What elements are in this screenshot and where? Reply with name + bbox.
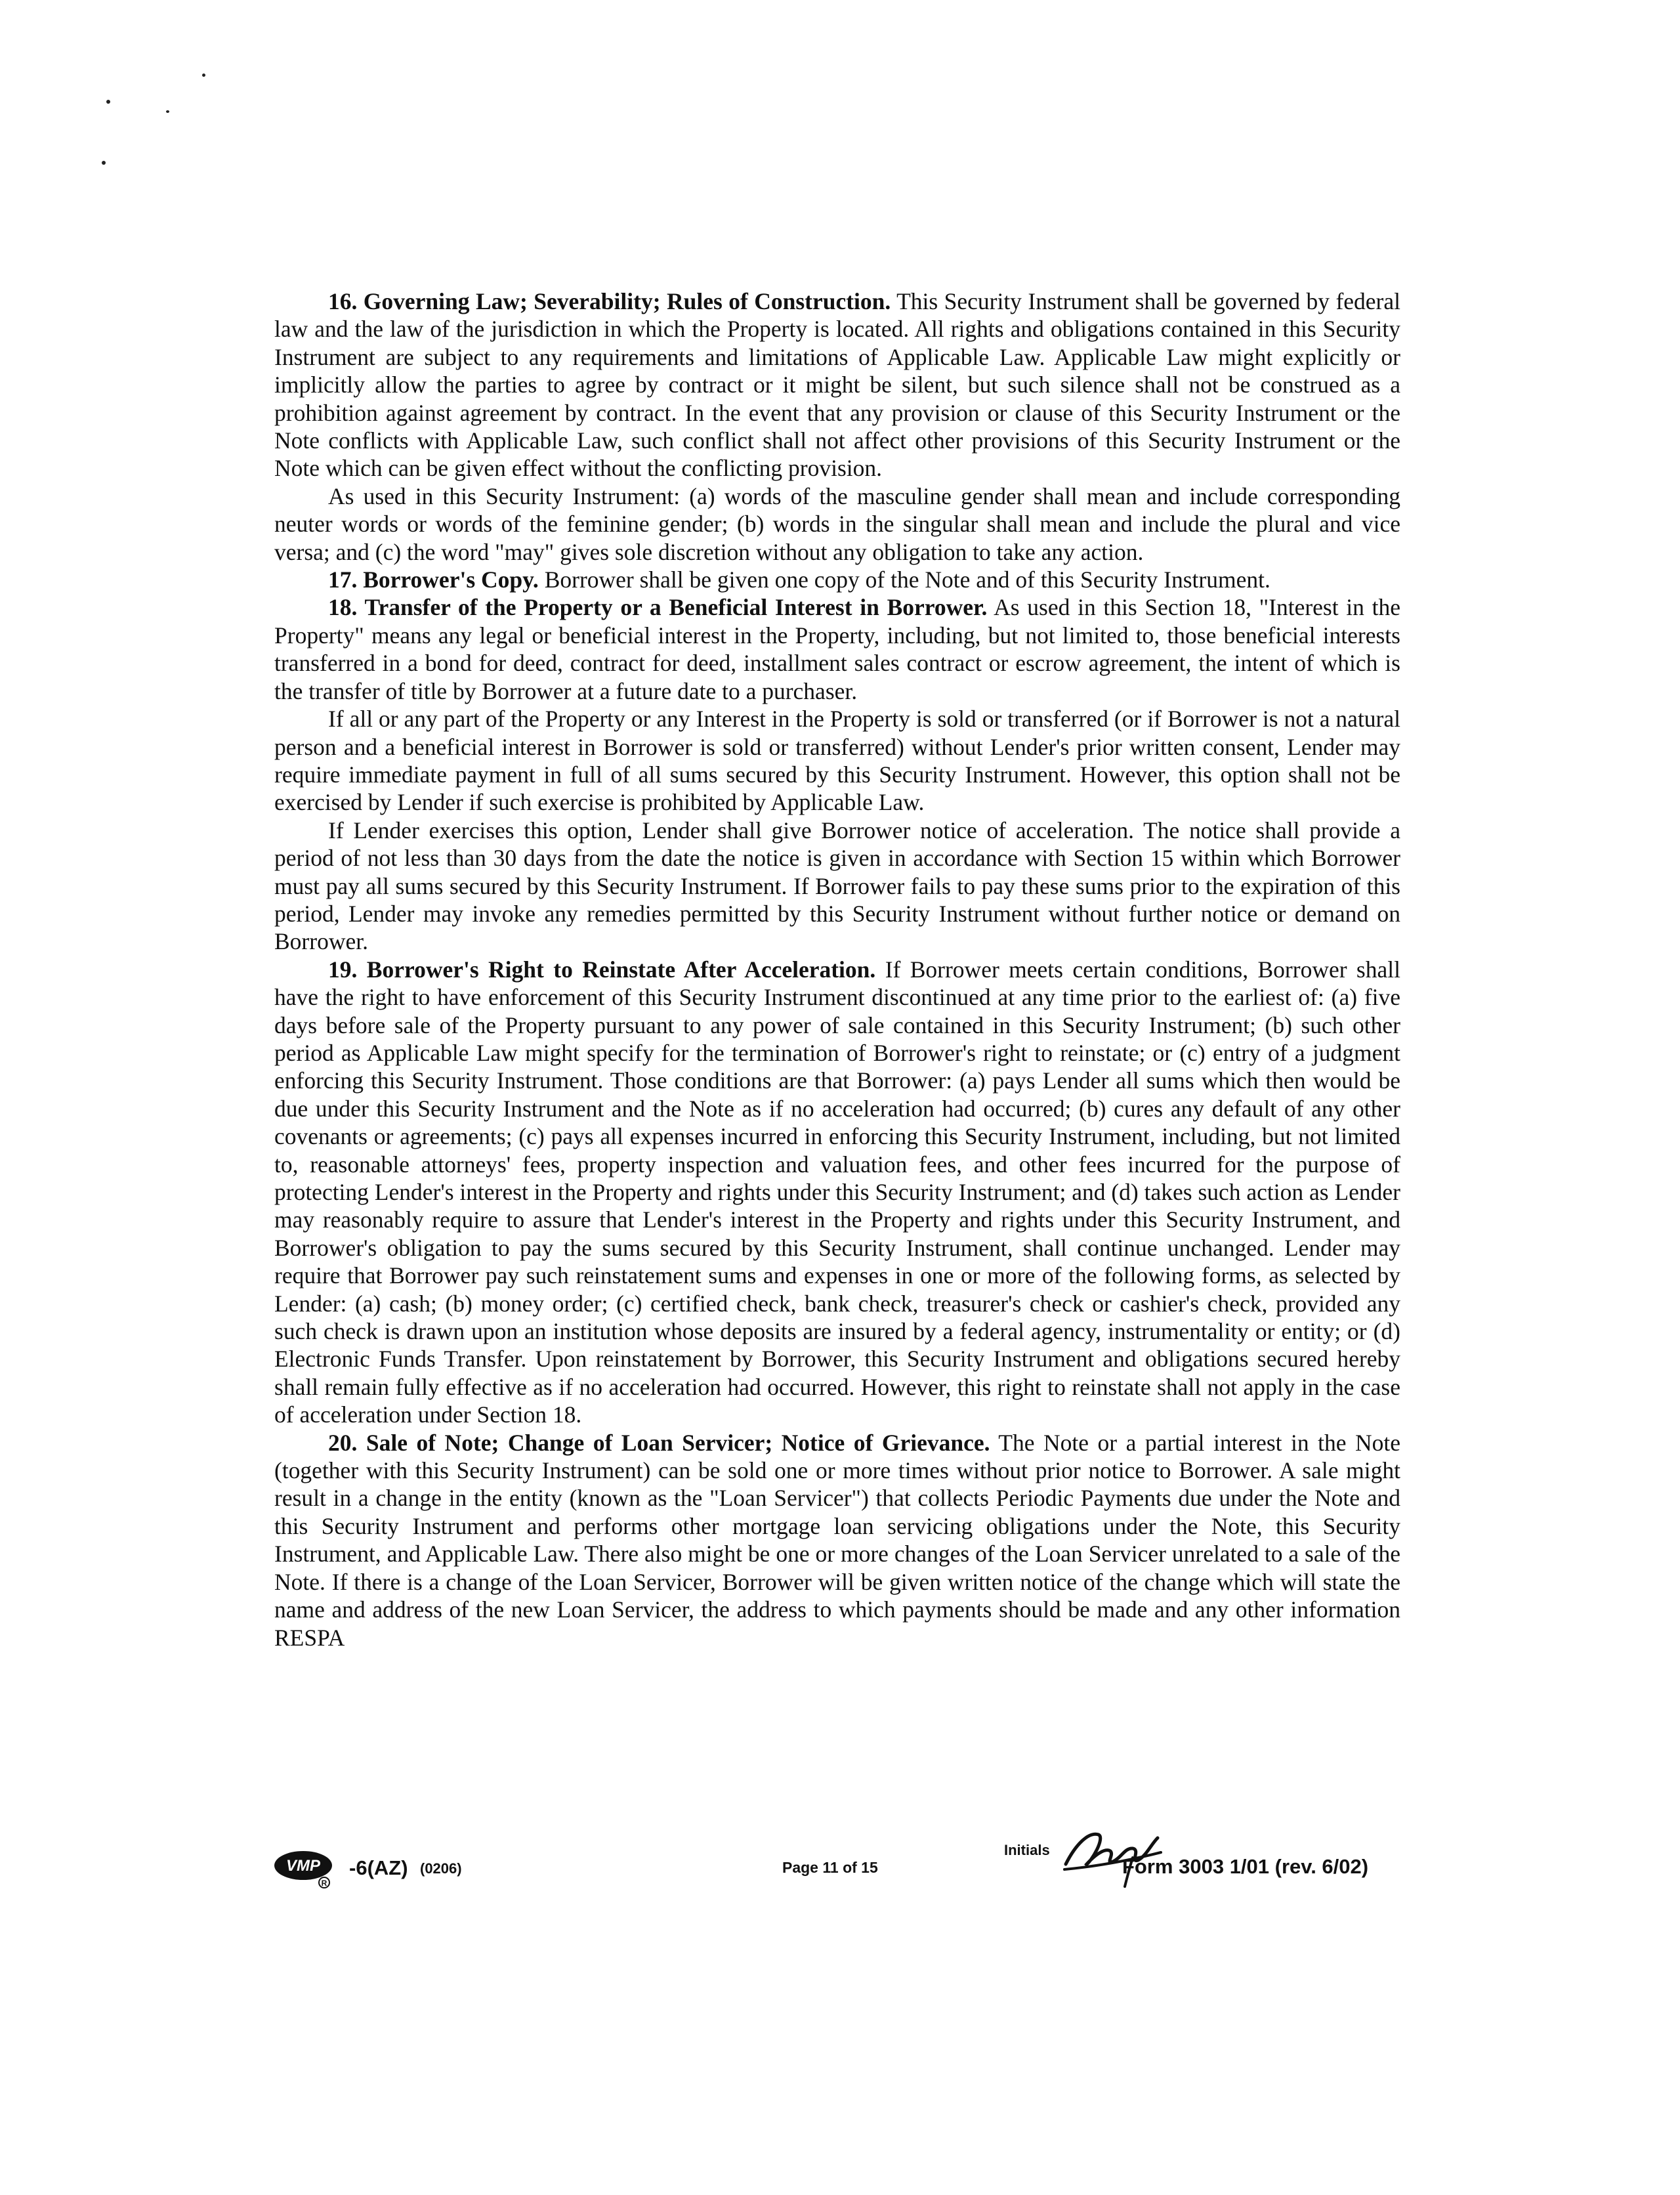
section-text: If Lender exercises this option, Lender shall give Borrower notice of acceleration. The notice shall provide a period of not less than 30 days from the date the notice is given in accordance with Section 15 within which Borrower must pay all sums secured by this Security Instrument. If Borrower fails to pay these sums prior to the expiration of this period, Lender may invoke any remedies permitted by this Security Instrument without further notice or demand on Borrower. [274,817,1400,955]
scan-speck [166,110,169,113]
section-heading: 20. Sale of Note; Change of Loan Servicer; Notice of Grievance. [328,1429,990,1456]
document-body [274,288,1400,1652]
section-text: If all or any part of the Property or any Interest in the Property is sold or transferred (or if Borrower is not a natural person and a beneficial interest in Borrower is sold or transferred) without Lender's prior written consent, Lender may require immediate payment in full of all sums secured by this Security Instrument. However, this option shall not be exercised by Lender if such exercise is prohibited by Applicable Law. [274,706,1400,816]
section-heading: 18. Transfer of the Property or a Beneficial Interest in Borrower. [328,594,988,621]
section-heading: 19. Borrower's Right to Reinstate After Acceleration. [328,956,876,983]
section-text: If Borrower meets certain conditions, Borrower shall have the right to have enforcement of this Security Instrument discontinued at any time prior to the earliest of: (a) five days before sale of the Property pursuant to any power of sale contained in this Security Instrument; (b) such other period as Applicable Law might specify for the termination of Borrower's right to reinstate; or (c) entry of a judgment enforcing this Security Instrument. Those conditions are that Borrower: (a) pays Lender all sums which then would be due under this Security Instrument and the Note as if no acceleration had occurred; (b) cures any default of any other covenants or agreements; (c) pays all expenses incurred in enforcing this Security Instrument, including, but not limited to, reasonable attorneys' fees, property inspection and valuation fees, and other fees incurred for the purpose of protecting Lender's interest in the Property and rights under this Security Instrument; and (d) takes such action as Lender may reasonably require to assure that Lender's interest in the Property and rights under this Security Instrument, and Borrower's obligation to pay the sums secured by this Security Instrument, shall continue unchanged. Lender may require that Borrower pay such reinstatement sums and expenses in one or more of the following forms, as selected by Lender: (a) cash; (b) money order; (c) certified check, bank check, treasurer's check or cashier's check, provided any such check is drawn upon an institution whose deposits are insured by a federal agency, instrumentality or entity; or (d) Electronic Funds Transfer. Upon reinstatement by Borrower, this Security Instrument and obligations secured hereby shall remain fully effective as if no acceleration had occurred. However, this right to reinstate shall not apply in the case of acceleration under Section 18. [274,956,1400,1428]
section-16-paragraph-2 [274,482,1400,566]
section-19 [274,956,1400,1429]
section-17 [274,566,1400,593]
section-18 [274,593,1400,705]
initials-label: Initials [1004,1842,1050,1858]
section-text: Borrower shall be given one copy of the Note and of this Security Instrument. [538,566,1270,593]
scan-speck [102,161,106,165]
svg-text:R: R [321,1879,327,1888]
form-code: -6(AZ) [349,1856,408,1879]
scan-speck [106,100,110,104]
section-text: The Note or a partial interest in the Note (together with this Security Instrument) can be sold one or more times without prior notice to Borrower. A sale might result in a change in the entity (known as the "Loan Servicer") that collects Periodic Payments due under the Note and this Security Instrument and performs other mortgage loan servicing obligations under the Note, this Security Instrument, and Applicable Law. There also might be one or more changes of the Loan Servicer unrelated to a sale of the Note. If there is a change of the Loan Servicer, Borrower will be given written notice of the change which will state the name and address of the new Loan Servicer, the address to which payments should be made and any other information RESPA [274,1429,1400,1651]
scan-speck [202,74,205,77]
section-heading: 16. Governing Law; Severability; Rules of Construction. [328,288,891,314]
section-text: This Security Instrument shall be governed by federal law and the law of the jurisdiction in which the Property is located. All rights and obligations contained in this Security Instrument are subject to any requirements and limitations of Applicable Law. Applicable Law might explicitly or implicitly allow the parties to agree by contract or it might be silent, but such silence shall not be construed as a prohibition against agreement by contract. In the event that any provision or clause of this Security Instrument or the Note conflicts with Applicable Law, such conflict shall not affect other provisions of this Security Instrument or the Note which can be given effect without the conflicting provision. [274,288,1400,482]
section-18-paragraph-2 [274,705,1400,817]
page-number: Page 11 of 15 [782,1859,878,1876]
section-text: As used in this Security Instrument: (a) words of the masculine gender shall mean and include corresponding neuter words or words of the feminine gender; (b) words in the singular shall mean and include the plural and vice versa; and (c) the word "may" gives sole discretion without any obligation to take any action. [274,482,1400,565]
form-number: Form 3003 1/01 (rev. 6/02) [1122,1855,1369,1878]
form-date: (0206) [420,1860,462,1877]
section-20 [274,1429,1400,1652]
section-16 [274,288,1400,482]
section-text: As used in this Section 18, "Interest in the Property" means any legal or beneficial interest in the Property, including, but not limited to, those beneficial interests transferred in a bond for deed, contract for deed, installment sales contract or escrow agreement, the intent of which is the transfer of title by Borrower at a future date to a purchaser. [274,594,1400,704]
section-heading: 17. Borrower's Copy. [328,566,539,593]
vmp-logo-icon [272,1847,345,1889]
section-18-paragraph-3 [274,817,1400,956]
vmp-logo-text: VMP [285,1857,321,1875]
initials-signature [1059,1818,1164,1890]
